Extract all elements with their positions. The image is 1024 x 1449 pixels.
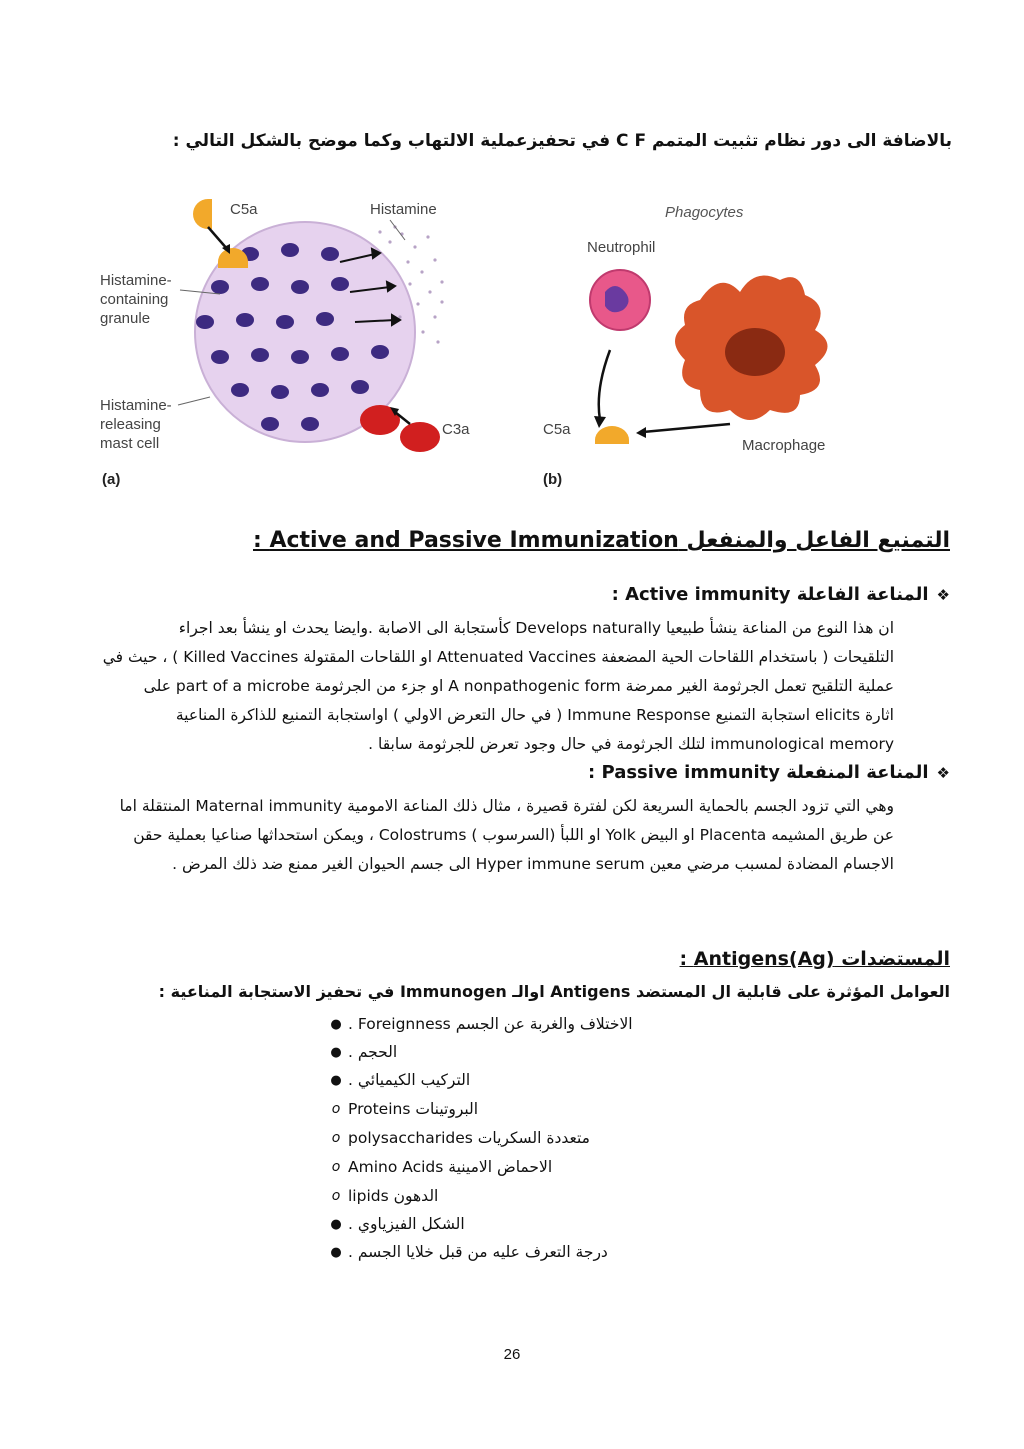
label-macrophage: Macrophage	[742, 437, 826, 454]
panel-a-tag: (a)	[102, 471, 121, 488]
inflammation-figure	[90, 192, 826, 497]
bullet-icon: ●	[330, 1016, 342, 1032]
label-c5a-a: C5a	[230, 201, 258, 218]
diamond-bullet-icon: ❖	[936, 764, 950, 782]
factors-list	[324, 1010, 924, 1266]
paragraph-line: وهي التي تزود الجسم بالحماية السريعة لكن لفترة قصيرة ، مثال ذلك المناعة الامومية Maternal immunity المنتقلة اما	[119, 797, 894, 815]
paragraph-line: الاجسام المضادة لمسبب مرضي معين Hyper immune serum الى جسم الحيوان الغير ممنع ضد ذلك المرض .	[172, 855, 894, 873]
c5a-molecule	[193, 199, 212, 229]
label-c3a: C3a	[442, 421, 470, 438]
immunization-heading: التمنيع الفاعل والمنفعل Active and Passive Immunization :	[253, 528, 950, 553]
c5a-molecule-b	[595, 426, 629, 444]
sub-bullet-icon: o	[331, 1100, 341, 1117]
passive-heading-text: المناعة المنفعلة Passive immunity :	[588, 762, 929, 783]
sub-bullet-icon: o	[331, 1129, 341, 1146]
list-item: ● الشكل الفيزياوي .	[324, 1210, 924, 1238]
label-mast-3: mast cell	[100, 435, 160, 452]
list-item: ● الاختلاف والغربة عن الجسم Foreignness .	[324, 1010, 924, 1038]
factors-title: العوامل المؤثرة على قابلية ال المستضد Antigens اوالـ Immunogen في تحفيز الاستجابة المناعية :	[158, 982, 950, 1001]
paragraph-line: عملية التلقيح تعمل الجرثومة الغير ممرضة A nonpathogenic form او جزء من الجرثومة part of a microbe على	[143, 677, 894, 695]
bullet-icon: ●	[330, 1044, 342, 1060]
list-item: ● الحجم .	[324, 1038, 924, 1066]
label-c5a-b: C5a	[543, 421, 571, 438]
panel-a	[100, 199, 470, 488]
sub-list-item: o الدهون lipids	[324, 1181, 924, 1210]
active-heading-text: المناعة الفاعلة Active immunity :	[611, 584, 929, 605]
label-neutrophil: Neutrophil	[587, 239, 656, 256]
bullet-icon: ●	[330, 1244, 342, 1260]
diamond-bullet-icon: ❖	[936, 586, 950, 604]
bullet-icon: ●	[330, 1216, 342, 1232]
sub-list-item: o متعددة السكريات polysaccharides	[324, 1123, 924, 1152]
macrophage-arrow	[643, 424, 730, 432]
panel-b-tag: (b)	[543, 471, 563, 488]
label-granule-3: granule	[100, 310, 151, 327]
antigens-heading: المستضدات Antigens(Ag) :	[679, 948, 950, 970]
label-histamine: Histamine	[370, 201, 437, 218]
sub-bullet-icon: o	[331, 1187, 341, 1204]
list-item: ● التركيب الكيميائي .	[324, 1066, 924, 1094]
paragraph-line: عن طريق المشيمه Placenta او البيض Yolk او اللبأ (السرسوب ) Colostrums ، ويمكن استحداثها صناعيا بعملية حقن	[133, 826, 894, 844]
intro-text: بالاضافة الى دور نظام تثبيت المتمم C F في تحفيزعملية الالتهاب وكما موضح بالشكل التالي :	[172, 131, 952, 151]
label-granule-1: Histamine-	[100, 272, 172, 289]
passive-immunity-heading	[70, 762, 950, 783]
neutrophil-arrow	[599, 350, 610, 420]
label-phagocytes: Phagocytes	[665, 204, 744, 221]
sub-list-item: o الاحماض الامينية Amino Acids	[324, 1152, 924, 1181]
paragraph-line: ان هذا النوع من المناعة ينشأ طبيعيا Develops naturally كأستجابة الى الاصابة .وايضا يحدث او ينشأ بعد اجراء	[178, 619, 894, 637]
c3a-molecule	[400, 422, 440, 452]
page-number: 26	[503, 1346, 521, 1363]
histamine-pointer	[390, 220, 405, 240]
paragraph-line: التلقيحات ( باستخدام اللقاحات الحية المضعفة Attenuated Vaccines او اللقاحات المقتولة Killed Vaccines ) ، حيث في	[102, 648, 894, 666]
label-granule-2: containing	[100, 291, 169, 308]
paragraph-line: اثارة elicits استجابة التمنيع Immune Response ( في حال التعرض الاولي ) اواستجابة التمنيع للذاكرة المناعية	[175, 706, 894, 724]
active-immunity-paragraph	[74, 614, 894, 759]
bullet-icon: ●	[330, 1072, 342, 1088]
list-item: ● درجة التعرف عليه من قبل خلايا الجسم .	[324, 1238, 924, 1266]
passive-immunity-paragraph	[74, 792, 894, 879]
mast-pointer	[178, 397, 210, 405]
paragraph-line: immunological memory لتلك الجرثومة في حال وجود تعرض للجرثومة سابقا .	[368, 735, 894, 753]
label-mast-1: Histamine-	[100, 397, 172, 414]
sub-bullet-icon: o	[331, 1158, 341, 1175]
label-mast-2: releasing	[100, 416, 161, 433]
macrophage-nucleus	[725, 328, 785, 376]
panel-b	[543, 204, 828, 488]
active-immunity-heading	[70, 584, 950, 605]
sub-list-item: o البروتينات Proteins	[324, 1094, 924, 1123]
